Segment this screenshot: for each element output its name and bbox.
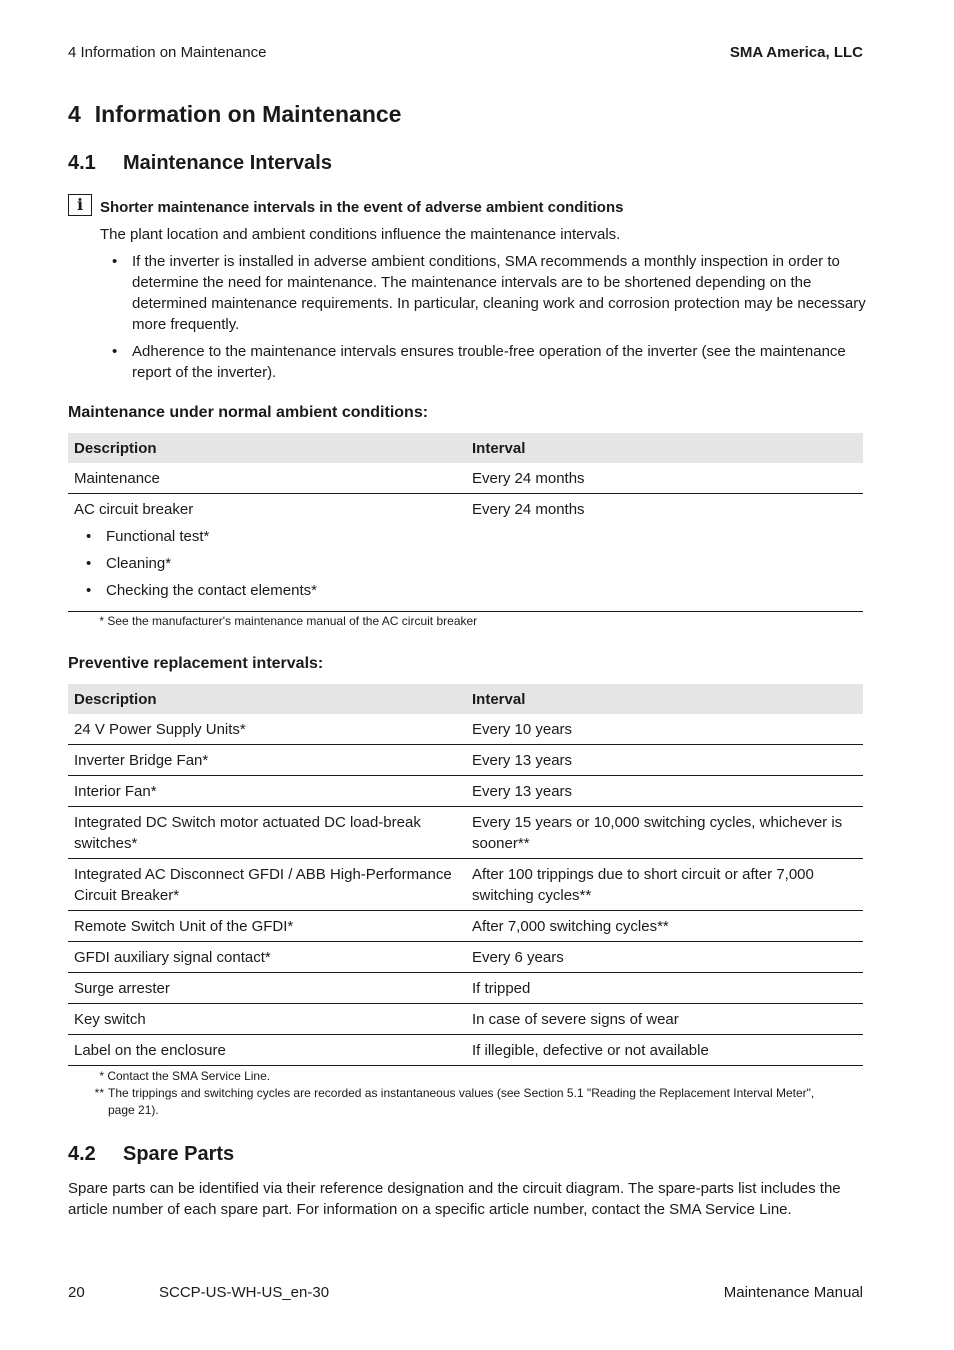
replacement-table: [68, 684, 863, 1066]
footnote-mark: *: [99, 614, 104, 628]
table-row: [68, 463, 863, 494]
footnote-text: The trippings and switching cycles are recorded as instantaneous values (see Section 5.1 "Reading the Replacement Interval Meter", page 21).: [108, 1086, 815, 1117]
note-bullet: • If the inverter is installed in adverse ambient conditions, SMA recommends a monthly inspection in order to determine the need for maintenance. The maintenance intervals are to be shortened depending on the determined maintenance requirements. In particular, cleaning work and corrosion protection may be necessary more frequently.: [108, 251, 868, 335]
section-heading-spare-parts: [68, 1143, 234, 1166]
footnote: [68, 1085, 838, 1119]
table-header-row: [68, 433, 863, 463]
cell-interval: Every 10 years: [466, 714, 863, 745]
note-title: Shorter maintenance intervals in the event of adverse ambient conditions: [100, 199, 624, 216]
note-text: The plant location and ambient conditions influence the maintenance intervals.: [100, 226, 621, 243]
column-header-interval: Interval: [466, 433, 863, 463]
cell-description: Integrated DC Switch motor actuated DC load-break switches*: [68, 807, 466, 859]
footnote-text: Contact the SMA Service Line.: [107, 1069, 271, 1083]
footnote-mark: **: [94, 1086, 104, 1100]
cell-description: Surge arrester: [68, 973, 466, 1004]
chapter-number: 4: [68, 101, 81, 127]
table-row: [68, 942, 863, 973]
cell-interval: Every 24 months: [466, 463, 863, 494]
cell-description: Integrated AC Disconnect GFDI / ABB High-Performance Circuit Breaker*: [68, 859, 466, 911]
cell-interval: Every 15 years or 10,000 switching cycles, whichever is sooner**: [466, 807, 863, 859]
section-title: Maintenance Intervals: [123, 152, 332, 174]
table-row: [68, 911, 863, 942]
note-bullet-list: [108, 251, 868, 389]
cell-interval: In case of severe signs of wear: [466, 1004, 863, 1035]
sub-list-item: • Checking the contact elements*: [74, 580, 460, 601]
footnote-text: See the manufacturer's maintenance manual of the AC circuit breaker: [107, 614, 478, 628]
maintenance-table: [68, 433, 863, 612]
cell-description: Key switch: [68, 1004, 466, 1035]
chapter-heading: [68, 101, 401, 128]
page-number: 20: [68, 1284, 85, 1301]
section-number: 4.2: [68, 1143, 96, 1165]
cell-description: GFDI auxiliary signal contact*: [68, 942, 466, 973]
note-bullet: • Adherence to the maintenance intervals ensures trouble-free operation of the inverter (see the maintenance report of the inverter).: [108, 341, 868, 383]
table1-heading: Maintenance under normal ambient conditions:: [68, 404, 429, 421]
column-header-interval: Interval: [466, 684, 863, 714]
document-code: SCCP-US-WH-US_en-30: [159, 1284, 330, 1301]
cell-interval: If illegible, defective or not available: [466, 1035, 863, 1066]
sub-list-item: • Functional test*: [74, 526, 460, 547]
info-icon: i: [68, 194, 92, 216]
cell-description: Inverter Bridge Fan*: [68, 745, 466, 776]
table-row: [68, 745, 863, 776]
table1-footnote: [68, 613, 477, 630]
cell-interval: Every 13 years: [466, 776, 863, 807]
cell-interval: After 7,000 switching cycles**: [466, 911, 863, 942]
table-row: [68, 714, 863, 745]
table-row: [68, 807, 863, 859]
table2-footnotes: [68, 1068, 838, 1119]
spare-parts-text: Spare parts can be identified via their reference designation and the circuit diagram. The spare-parts list includes the article number of each spare part. For information on a specific article number, contact the SMA Service Line.: [68, 1180, 841, 1218]
table-row: [68, 776, 863, 807]
cell-description-text: AC circuit breaker: [74, 501, 194, 518]
cell-interval: Every 6 years: [466, 942, 863, 973]
footnote-mark: *: [99, 1069, 104, 1083]
table-row: [68, 859, 863, 911]
document-title: Maintenance Manual: [723, 1284, 863, 1301]
cell-description: Label on the enclosure: [68, 1035, 466, 1066]
running-header-company: SMA America, LLC: [729, 44, 863, 61]
table-row: [68, 1035, 863, 1066]
table-row: [68, 1004, 863, 1035]
cell-description: 24 V Power Supply Units*: [68, 714, 466, 745]
cell-description: Interior Fan*: [68, 776, 466, 807]
cell-sub-list: [74, 526, 460, 601]
sub-list-item: • Cleaning*: [74, 553, 460, 574]
cell-interval: After 100 trippings due to short circuit or after 7,000 switching cycles**: [466, 859, 863, 911]
cell-description: [68, 494, 466, 612]
cell-interval: Every 24 months: [466, 494, 863, 612]
cell-interval: Every 13 years: [466, 745, 863, 776]
table-row: [68, 494, 863, 612]
cell-description: Remote Switch Unit of the GFDI*: [68, 911, 466, 942]
section-title: Spare Parts: [123, 1143, 235, 1165]
column-header-description: Description: [68, 433, 466, 463]
section-heading-maintenance-intervals: [68, 152, 332, 175]
section-number: 4.1: [68, 152, 96, 174]
table2-heading: Preventive replacement intervals:: [68, 655, 324, 672]
chapter-title: Information on Maintenance: [94, 101, 402, 127]
running-header-chapter: 4 Information on Maintenance: [68, 44, 267, 61]
column-header-description: Description: [68, 684, 466, 714]
table-row: [68, 973, 863, 1004]
table-header-row: [68, 684, 863, 714]
footnote: [68, 1068, 838, 1085]
cell-description: Maintenance: [68, 463, 466, 494]
cell-interval: If tripped: [466, 973, 863, 1004]
